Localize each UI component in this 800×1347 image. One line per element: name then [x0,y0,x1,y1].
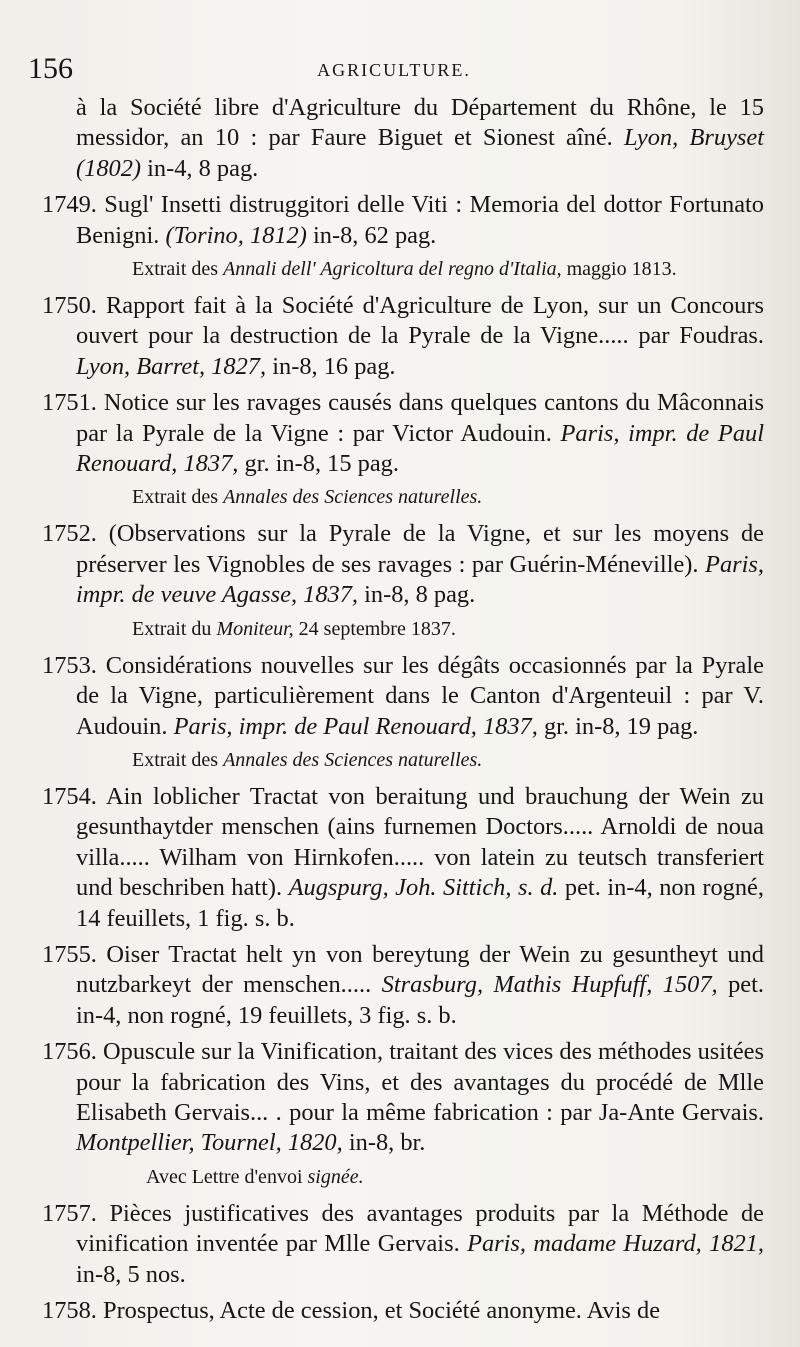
entry-text: à la Société libre d'Agriculture du Département du Rhône, le 15 messidor, an 10 : par Faure Biguet et Sionest aîné. [76,94,764,152]
entry-format: in-4, 8 pag. [147,154,259,182]
entry-continued [42,93,764,184]
note-prefix: Avec Lettre d'envoi [146,1165,303,1188]
entry-1750 [42,291,764,382]
note-prefix: Extrait des [132,748,219,771]
note-title: signée. [307,1165,364,1188]
entry-number: 1750. [42,292,97,320]
entry-1757 [42,1199,764,1290]
entry-number: 1752. [42,520,97,548]
note-title: Annales des Sciences naturelles. [223,486,483,509]
entry-note [42,615,764,643]
entry-imprint: Paris, impr. de Paul Renouard, 1837, [76,419,764,478]
entry-imprint: Paris, madame Huzard, 1821, [467,1230,765,1258]
entry-imprint: Strasburg, Mathis Hupfuff, 1507, [381,971,718,999]
page-number: 156 [28,52,73,85]
entry-number: 1751. [42,389,97,417]
entry-1758 [42,1296,764,1326]
entry-number: 1758. [42,1297,97,1324]
entry-number: 1757. [42,1199,97,1227]
entry-1752 [42,519,764,610]
entry-1749 [42,190,764,251]
entry-format: in-8, 16 pag. [272,352,396,380]
note-prefix: Extrait du [132,617,212,640]
note-title: Moniteur, [216,617,294,640]
entry-1754 [42,782,764,934]
entry-number: 1756. [42,1038,97,1066]
entry-text: Notice sur les ravages causés dans quelques cantons du Mâconnais par la Pyrale de la Vigne : par Victor Audouin. [76,389,764,447]
note-prefix: Extrait des [132,486,219,509]
entry-text: Considérations nouvelles sur les dégâts occasionnés par la Pyrale de la Vigne, particulièrement dans le Canton d'Argenteuil : par V. Audouin. [76,651,764,740]
entry-note [42,483,764,511]
note-title: Annali dell' Agricoltura del regno d'Italia, [223,258,562,281]
entry-1753 [42,651,764,742]
note-suffix: 24 septembre 1837. [298,617,456,640]
entry-number: 1753. [42,651,97,679]
entry-imprint: Lyon, Bruyset (1802) [76,124,764,182]
entry-format: pet. in-4, non rogné, 14 feuillets, 1 fig. s. b. [76,874,764,932]
entry-format: gr. in-8, 15 pag. [244,450,399,478]
entry-text: Sugl' Insetti distruggitori delle Viti : Memoria del dottor Fortunato Benigni. [76,191,764,249]
note-title: Annales des Sciences naturelles. [223,748,483,771]
entry-imprint: Augspurg, Joh. Sittich, s. d. [288,874,559,902]
entry-imprint: Paris, impr. de veuve Agasse, 1837, [76,550,764,609]
entry-text: Opuscule sur la Vinification, traitant des vices des méthodes usitées pour la fabrication des Vins, et des avantages du procédé de Mlle Elisabeth Gervais... . pour la même fabrication : par Ja-Ante Gervais. [76,1038,764,1126]
entry-format: in-8, br. [348,1129,426,1157]
entry-format: gr. in-8, 19 pag. [543,712,699,740]
bibliography-list [42,93,764,1332]
entry-text: (Observations sur la Pyrale de la Vigne, et sur les moyens de préserver les Vignobles de ses ravages : par Guérin-Méneville). [76,520,764,578]
entry-imprint: Montpellier, Tournel, 1820, [76,1129,343,1157]
entry-format: pet. in-4, non rogné, 19 feuillets, 3 fig. s. b. [76,971,764,1029]
entry-text: Pièces justificatives des avantages produits par la Méthode de vinification inventée par Mlle Gervais. [76,1199,765,1258]
running-head: AGRICULTURE. [317,60,471,80]
entry-number: 1749. [42,191,97,219]
note-suffix: maggio 1813. [566,258,677,281]
entry-imprint: Lyon, Barret, 1827, [76,352,267,380]
entry-imprint: (Torino, 1812) [165,221,307,249]
entry-1751 [42,388,764,479]
entry-note [42,255,764,283]
entry-text: Oiser Tractat helt yn von bereytung der Wein zu gesuntheyt und nutzbarkeyt der menschen..... [76,940,764,999]
entry-number: 1754. [42,782,97,810]
page-header [28,52,760,92]
entry-format: in-8, 62 pag. [312,221,437,249]
entry-text: Ain loblicher Tractat von beraitung und brauchung der Wein zu gesunthaytder menschen (ains furnemen Doctors..... Arnoldi de noua villa..... Wilham von Hirnkofen..... von latein zu teutsch transferiert und beschriben hatt). [76,782,764,902]
entry-note [42,1163,764,1191]
entry-format: in-8, 8 pag. [364,581,476,609]
entry-number: 1755. [42,940,97,968]
entry-1756 [42,1037,764,1159]
entry-text: Rapport fait à la Société d'Agriculture de Lyon, sur un Concours ouvert pour la destruction de la Pyrale de la Vigne..... par Foudras. [76,292,764,350]
entry-note [42,746,764,774]
entry-imprint: Paris, impr. de Paul Renouard, 1837, [173,712,538,740]
note-prefix: Extrait des [132,258,219,281]
entry-1755 [42,940,764,1031]
entry-text: Prospectus, Acte de cession, et Société anonyme. Avis de [103,1297,661,1324]
entry-format: in-8, 5 nos. [76,1260,186,1288]
